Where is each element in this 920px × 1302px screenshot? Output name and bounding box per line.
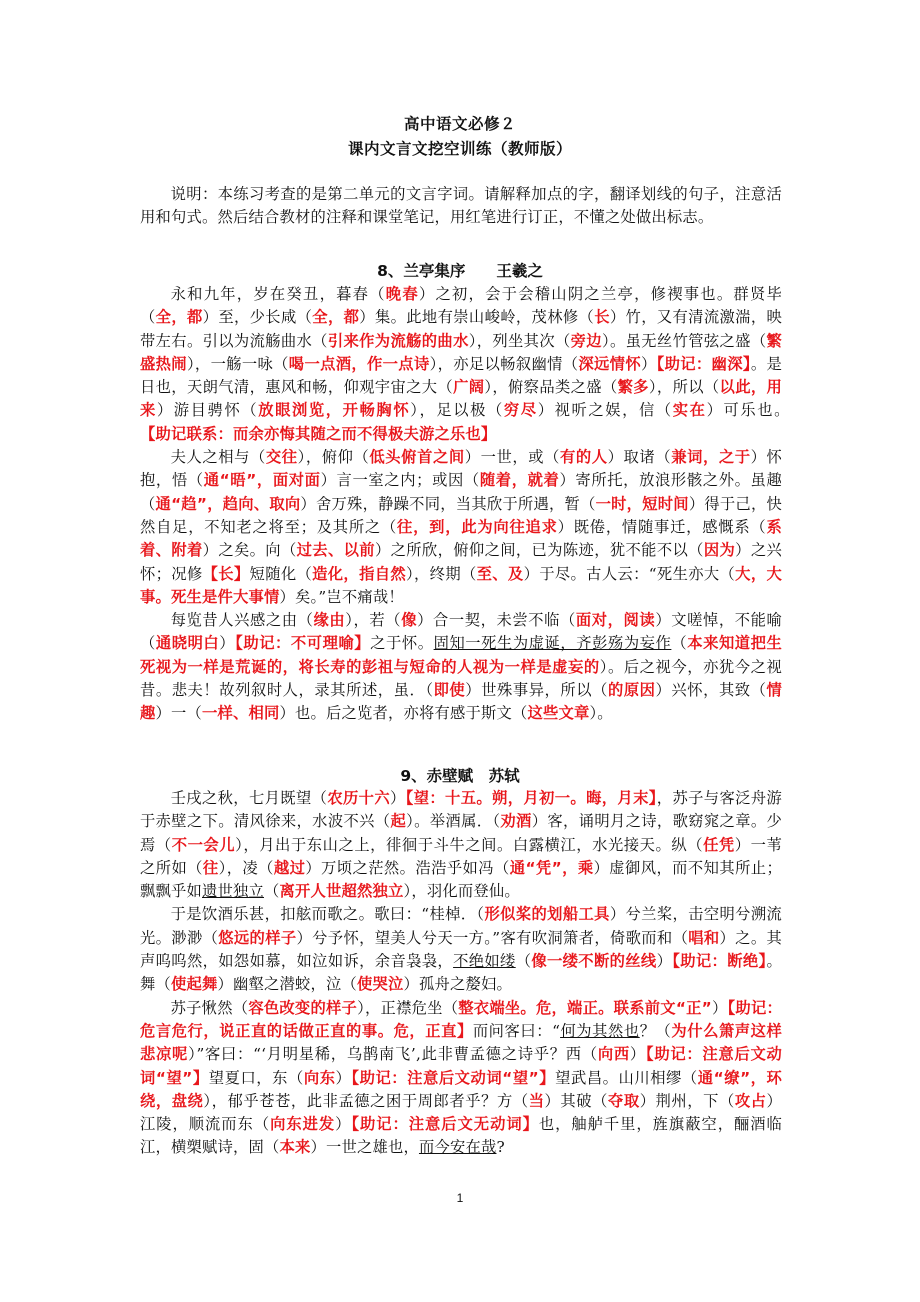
text-run: ）之兴怀；况修 xyxy=(140,541,782,583)
text-run: ），羽化而登仙。 xyxy=(403,882,520,901)
text-run: ）既倦，情随事迁，感慨系（ xyxy=(557,517,767,536)
section-9-heading: 9、赤壁赋 苏轼 xyxy=(400,767,520,785)
answer-annotation: 实在 xyxy=(672,401,707,420)
paragraph xyxy=(140,903,782,996)
answer-annotation: 交往 xyxy=(265,448,298,467)
text-run: ）至，少长咸（ xyxy=(202,308,313,327)
answer-annotation: 唱和 xyxy=(688,928,720,947)
text-run: 。舞（ xyxy=(140,952,783,994)
text-run: ）。 xyxy=(589,704,613,723)
answer-annotation: 放眼浏览，开畅胸怀 xyxy=(258,401,411,420)
instructions-text: ：本练习考查的是第二单元的文言字词。请解释加点的字，翻译划线的句子，注意活用和句式。然后结合教材的注释和课堂笔记，用红笔进行订正，不懂之处做出标志。 xyxy=(140,185,783,227)
answer-annotation: 全，都 xyxy=(155,308,203,327)
text-run: 短随化（ xyxy=(249,564,313,583)
answer-annotation: 往 xyxy=(202,858,219,877)
text-run: ）世殊事异，所以（ xyxy=(465,681,608,700)
answer-annotation: 【助记联系：而余亦悔其随之而不得极夫游之乐也】 xyxy=(140,424,497,443)
answer-annotation: 有的人 xyxy=(560,448,608,467)
text-run: ） xyxy=(629,1045,646,1064)
answer-annotation: 【助记：注意后文动词“望”】 xyxy=(351,1068,556,1087)
text-run: ）一（ xyxy=(155,704,202,723)
text-run: ） xyxy=(335,1068,352,1087)
answer-annotation: 【助记：幽深】 xyxy=(656,354,751,373)
answer-annotation: 通“缭”，环绕，盘绕 xyxy=(140,1068,783,1110)
text-run: ） xyxy=(711,998,728,1017)
text-run: ）孤舟之嫠妇。 xyxy=(403,975,512,994)
answer-annotation: 任凭 xyxy=(703,835,735,854)
text-run: ）矣。”岂不痛哉！ xyxy=(279,587,404,606)
section-8-heading: 8、兰亭集序 王羲之 xyxy=(377,262,543,280)
text-run: （ xyxy=(515,952,532,971)
text-run: ）得于己，快然自足，不知老之将至；及其所之（ xyxy=(140,494,783,536)
answer-annotation: 全，都 xyxy=(312,308,360,327)
text-run: ）一苇之所如（ xyxy=(140,835,782,877)
answer-annotation: 当 xyxy=(528,1091,545,1110)
answer-annotation: 低头俯首之间 xyxy=(369,448,465,467)
paragraph xyxy=(140,609,782,725)
text-run: ）”客曰：“‘月明星稀，乌鹊南飞’,此非曹孟德之诗乎？西（ xyxy=(188,1045,598,1064)
text-run: ）寄所托，放浪形骸之外。虽趣（ xyxy=(140,471,782,513)
text-run: 之于怀。 xyxy=(370,634,434,653)
text-run: ? xyxy=(496,1138,505,1157)
text-run: ），郁乎苍苍，此非孟德之困于周郎者乎？方（ xyxy=(203,1091,529,1110)
text-run: ）游目骋怀（ xyxy=(156,401,259,420)
text-run: ）其破（ xyxy=(544,1091,608,1110)
text-run: ）江陵，顺流而东（ xyxy=(140,1091,783,1134)
answer-annotation: 繁多 xyxy=(617,378,649,397)
text-run: ）。举酒属．（ xyxy=(406,812,501,831)
text-run: ）荆州，下（ xyxy=(639,1091,735,1110)
text-run: ） xyxy=(656,952,673,971)
text-run: ）视听之娱，信（ xyxy=(537,401,673,420)
answer-annotation: 一样、相同 xyxy=(202,704,280,723)
underlined-sentence: 不绝如缕 xyxy=(453,952,516,971)
text-run: （ xyxy=(264,882,280,901)
text-run: ，苏子与客泛舟游于赤壁之下。清风徐来，水波不兴（ xyxy=(140,789,782,831)
answer-annotation: 穷尽 xyxy=(503,401,538,420)
text-run: ）文嗟悼，不能喻（ xyxy=(140,611,782,653)
answer-annotation: 广阔 xyxy=(453,378,485,397)
answer-annotation: 使起舞 xyxy=(171,975,218,994)
text-run: ），列坐其次（ xyxy=(468,331,571,350)
answer-annotation: 向东 xyxy=(303,1068,336,1087)
paragraph xyxy=(140,283,813,446)
text-run: ）一世之雄也， xyxy=(310,1138,419,1157)
text-run: ）幽壑之潜蛟，泣（ xyxy=(217,975,357,994)
text-run: ）取诸（ xyxy=(607,448,672,467)
text-run: ）之矣。向（ xyxy=(202,541,297,560)
answer-annotation: 【助记：注意后文动词“望”】 xyxy=(140,1045,782,1087)
text-run: ）集。此地有崇山峻岭，茂林修（ xyxy=(359,308,595,327)
answer-annotation: 形似桨的划船工具 xyxy=(484,905,610,924)
text-run: ）万顷之茫然。浩浩乎如冯（ xyxy=(305,858,510,877)
answer-annotation: 农历十六 xyxy=(327,789,390,807)
text-run: （ xyxy=(671,634,688,653)
text-run: 望武昌。山川相缪（ xyxy=(555,1068,698,1087)
text-run: ）之。其声呜呜然，如怨如慕，如泣如诉，余音袅袅， xyxy=(140,928,782,971)
answer-annotation: 像 xyxy=(401,611,418,630)
answer-annotation: 不一会儿 xyxy=(171,835,236,854)
text-run: ）之初，会于会稽山阴之兰亭，修禊事也。群贤毕（ xyxy=(140,285,782,327)
document-title: 高中语文必修２ xyxy=(403,115,516,133)
text-run: 每览昔人兴感之由（ xyxy=(170,611,314,630)
text-run: ）。后之视今，亦犹今之视昔。悲夫！故列叙时人，录其所述，虽．（ xyxy=(140,657,782,700)
text-run: ）一世，或（ xyxy=(464,448,561,467)
page-number: 1 xyxy=(456,1191,464,1205)
section-8-body xyxy=(140,283,813,726)
answer-annotation: 向西 xyxy=(597,1045,630,1064)
answer-annotation: 【助记：不可理喻】 xyxy=(235,634,371,653)
answer-annotation: 繁盛热闹 xyxy=(140,331,782,373)
answer-annotation: 本来 xyxy=(279,1138,311,1157)
text-run: ），亦足以畅叙幽情（ xyxy=(429,354,579,373)
answer-annotation: 至、及 xyxy=(476,564,524,583)
answer-annotation: 【长】 xyxy=(202,564,250,583)
answer-annotation: 【助记：断绝】 xyxy=(672,952,767,971)
text-run: ）竹，又有清流激湍，映带左右。引以为流觞曲水（ xyxy=(140,308,782,350)
text-run: ）舍万殊，静躁不同，当其欣于所遇，暂（ xyxy=(300,494,596,513)
answer-annotation: 使哭泣 xyxy=(356,975,404,994)
answer-annotation: 因为 xyxy=(703,541,736,560)
section-9-body xyxy=(140,787,782,1160)
text-run: ）虚御风，而不知其所止；飘飘乎如 xyxy=(140,858,783,901)
text-run: ），所以（ xyxy=(648,378,720,397)
text-run: 也，舳舻千里，旌旗蔽空，酾酒临江，横槊赋诗，固（ xyxy=(140,1115,782,1157)
text-run: ），正襟危坐（ xyxy=(357,998,459,1017)
answer-annotation: 系着、附着 xyxy=(140,517,782,560)
answer-annotation: 通“趋”，趋向、取向 xyxy=(155,494,301,513)
answer-annotation: 容色改变的样子 xyxy=(248,998,358,1017)
answer-annotation: 兼词，之于 xyxy=(671,448,751,467)
answer-annotation: 喝一点酒，作一点诗 xyxy=(288,354,430,373)
answer-annotation: 面对，阅读 xyxy=(575,611,656,630)
text-run: ）怀抱，悟（ xyxy=(140,448,783,490)
answer-annotation: 引来作为流觞的曲水 xyxy=(327,331,469,350)
answer-annotation: 缘由 xyxy=(313,611,346,630)
text-run: ？（ xyxy=(639,1021,672,1040)
answer-annotation: 劝酒 xyxy=(500,812,532,831)
answer-annotation: 大，大事。死生是件大事情 xyxy=(140,564,782,606)
answer-annotation: 【望：十五。朔，月初一。晦，月末】 xyxy=(405,789,657,807)
text-run: ） xyxy=(640,354,657,373)
text-run: ），一觞一咏（ xyxy=(186,354,289,373)
answer-annotation: 攻占 xyxy=(734,1091,767,1110)
answer-annotation: 晚春 xyxy=(385,285,419,303)
answer-annotation: 过去、以前 xyxy=(296,541,375,560)
text-run: 夫人之相与（ xyxy=(170,448,266,467)
text-run: 壬戌之秋，七月既望（ xyxy=(170,789,328,807)
text-run: ），若（ xyxy=(345,611,402,630)
paragraph xyxy=(140,787,782,903)
text-run: ），月出于东山之上，徘徊于斗牛之间。白露横江，水光接天。纵（ xyxy=(235,835,704,854)
text-run: ）言一室之内；或因（ xyxy=(320,471,480,490)
text-run: ） xyxy=(219,634,236,653)
answer-annotation: 造化，指自然 xyxy=(312,564,407,583)
text-run: 而问客曰：“ xyxy=(472,1021,561,1040)
answer-annotation: 【助记：注意后文无动词】 xyxy=(351,1115,539,1134)
text-run: ）兮予怀，望美人兮天一方。”客有吹洞箫者，倚歌而和（ xyxy=(296,928,689,947)
answer-annotation: 整衣端坐。危，端正。联系前文“正” xyxy=(458,998,712,1017)
answer-annotation: 夺取 xyxy=(607,1091,640,1110)
answer-annotation: 情趣 xyxy=(140,681,783,723)
instructions xyxy=(140,183,782,230)
answer-annotation: 的原因 xyxy=(607,681,656,700)
underlined-sentence: 遗世独立 xyxy=(202,882,264,901)
underlined-sentence: 而今安在哉 xyxy=(418,1138,497,1157)
answer-annotation: 长 xyxy=(594,308,610,327)
answer-annotation: 旁边 xyxy=(570,331,602,350)
underlined-sentence: 固知一死生为虚诞，齐彭殇为妄作 xyxy=(433,634,672,653)
text-run: ）也。后之览者，亦将有感于斯文（ xyxy=(279,704,528,723)
text-run: 永和九年，岁在癸丑，暮春（ xyxy=(170,285,386,303)
answer-annotation: 【助记：危言危行，说正直的话做正直的事。危，正直】 xyxy=(140,998,782,1040)
answer-annotation: 以此，用来 xyxy=(140,378,783,420)
text-run: ）。虽无丝竹管弦之盛（ xyxy=(601,331,767,350)
answer-annotation: 通“凭”，乘 xyxy=(509,858,594,877)
underlined-sentence: 何为其然也 xyxy=(560,1021,640,1040)
text-run: ）兮兰桨，击空明兮溯流光。渺渺（ xyxy=(140,905,782,947)
text-run: 苏子愀然（ xyxy=(170,998,249,1017)
text-run: ）可乐也。 xyxy=(706,401,813,420)
answer-annotation: 像一缕不断的丝线 xyxy=(531,952,657,971)
answer-annotation: 这些文章 xyxy=(527,704,590,723)
paragraph xyxy=(140,997,782,1160)
text-run: ） xyxy=(390,789,406,807)
answer-annotation: 即使 xyxy=(433,681,466,700)
paragraph xyxy=(140,446,782,609)
answer-annotation: 越过 xyxy=(273,858,306,877)
answer-annotation: 起 xyxy=(390,812,407,831)
text-run: ），终期（ xyxy=(406,564,477,583)
answer-annotation: 往，到，此为向往追求 xyxy=(397,517,558,536)
answer-annotation: 向东进发 xyxy=(270,1115,336,1134)
text-run: ）之所欣，俯仰之间，已为陈迹，犹不能不以（ xyxy=(374,541,704,560)
text-run: ）于尽。古人云：“死生亦大（ xyxy=(523,564,736,583)
text-run: ），凌（ xyxy=(218,858,274,877)
text-run: ）合一契，未尝不临（ xyxy=(417,611,576,630)
text-run: 于是饮酒乐甚，扣舷而歌之。歌曰：“桂棹．（ xyxy=(170,905,485,924)
answer-annotation: 为什么箫声这样悲凉呢 xyxy=(140,1021,782,1064)
text-run: 望夏口，东（ xyxy=(208,1068,304,1087)
text-run: 。是日也，天朗气清，惠风和畅，仰观宇宙之大（ xyxy=(140,354,782,397)
text-run: ），俯察品类之盛（ xyxy=(484,378,618,397)
text-run: ），足以极（ xyxy=(410,401,504,420)
answer-annotation: 悠远的样子 xyxy=(218,928,297,947)
document-subtitle: 课内文言文挖空训练（教师版） xyxy=(347,140,572,158)
answer-annotation: 通晓明白 xyxy=(155,634,220,653)
answer-annotation: 一时，短时间 xyxy=(595,494,689,513)
instructions-label: 说明 xyxy=(170,185,202,203)
answer-annotation: 通“晤”，面对面 xyxy=(203,471,321,490)
text-run: ） xyxy=(335,1115,352,1134)
text-run: ）兴怀，其致（ xyxy=(655,681,767,700)
answer-annotation: 随着，就着 xyxy=(479,471,560,490)
text-run: ），俯仰（ xyxy=(297,448,370,467)
text-run: ）客，诵明月之诗，歌窈窕之章。少焉（ xyxy=(140,812,782,854)
answer-annotation: 离开人世超然独立 xyxy=(279,882,404,901)
answer-annotation: 本来知道把生死视为一样是荒诞的，将长寿的彭祖与短命的人视为一样是虚妄的 xyxy=(140,634,783,676)
answer-annotation: 深远情怀 xyxy=(578,354,641,373)
